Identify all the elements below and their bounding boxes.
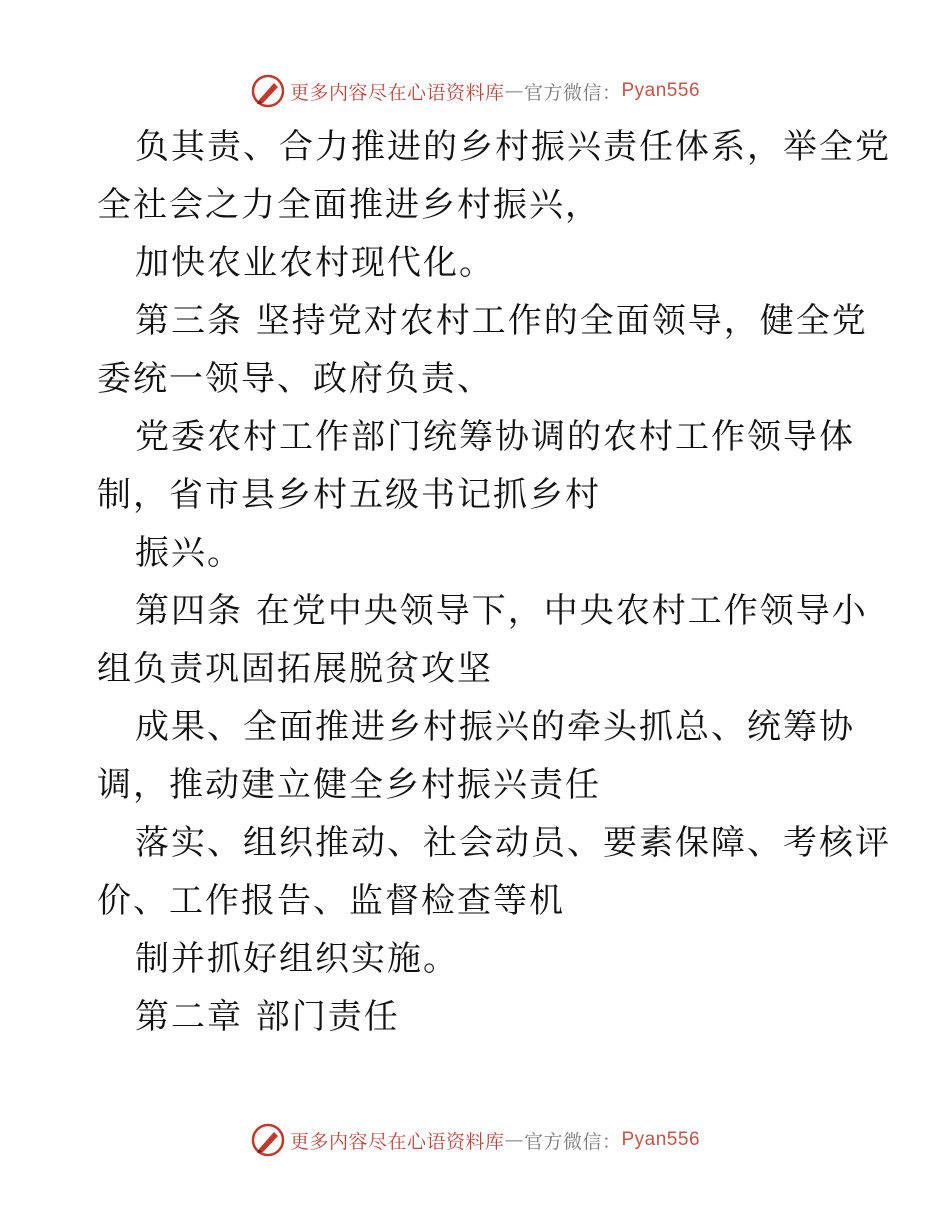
document-line: 负其责、合力推进的乡村振兴责任体系，举全党 [135,127,891,167]
pen-logo-icon [250,1122,286,1158]
document-line: 制并抓好组织实施。 [135,939,459,979]
document-line: 成果、全面推进乡村振兴的牵头抓总、统筹协 [135,707,855,747]
document-line: 组负责巩固拓展脱贫攻坚 [97,649,493,689]
document-line: 制，省市县乡村五级书记抓乡村 [97,475,601,515]
document-line: 委统一领导、政府负责、 [97,359,493,399]
document-line: 振兴。 [135,533,243,573]
watermark-separator: — [504,80,524,102]
article-3-heading-line: 第三条 坚持党对农村工作的全面领导，健全党 [135,301,868,341]
watermark-label: 官方微信： [523,81,622,104]
header-watermark [0,71,950,111]
footer-watermark [0,1120,950,1160]
document-line: 党委农村工作部门统筹协调的农村工作领导体 [135,417,855,457]
document-line: 落实、组织推动、社会动员、要素保障、考核评 [135,823,891,863]
watermark-separator: — [504,1129,524,1151]
document-line: 价、工作报告、监督检查等机 [97,881,565,921]
watermark-brand: 更多内容尽在心语资料库 [289,81,505,104]
document-body [97,118,891,1046]
article-4-heading-line: 第四条 在党中央领导下，中央农村工作领导小 [135,591,868,631]
document-line: 加快农业农村现代化。 [135,243,495,283]
chapter-heading: 第二章 部门责任 [135,997,400,1037]
watermark-label: 官方微信： [523,1130,622,1153]
document-line: 调，推动建立健全乡村振兴责任 [97,765,601,805]
watermark-brand: 更多内容尽在心语资料库 [289,1130,505,1153]
watermark-wechat-id: Pyan556 [621,80,701,101]
pen-logo-icon [250,73,286,109]
document-line: 全社会之力全面推进乡村振兴， [97,185,601,225]
watermark-wechat-id: Pyan556 [621,1129,701,1150]
